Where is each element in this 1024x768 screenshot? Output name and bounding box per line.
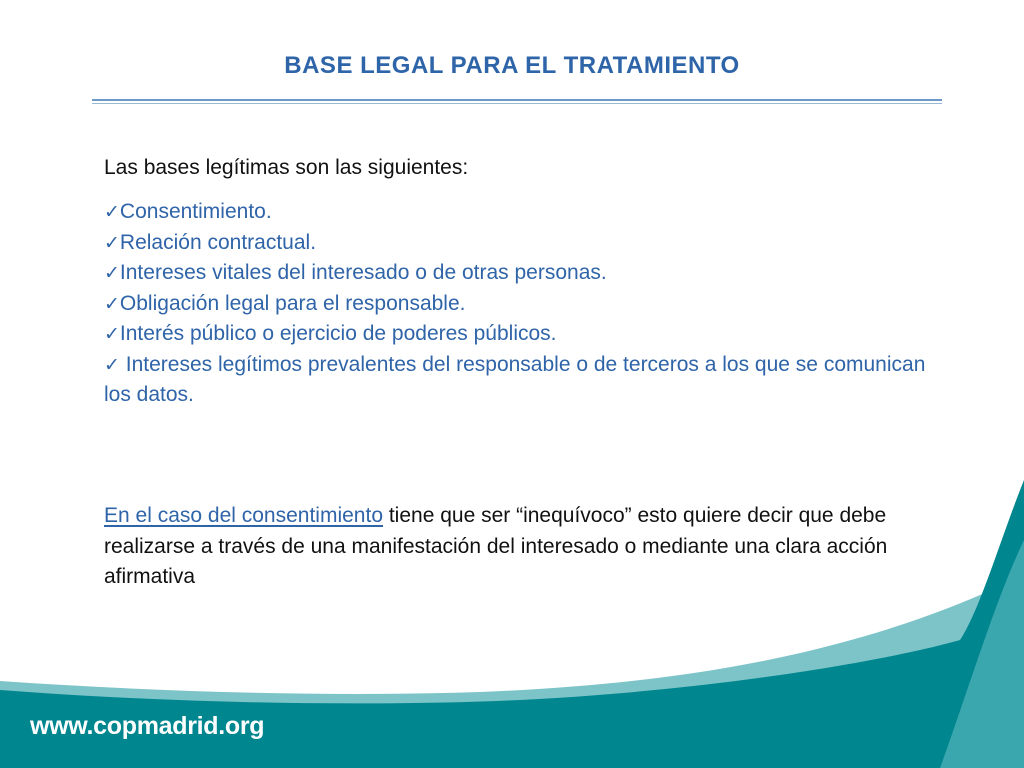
checkmark-icon: ✓ [104, 201, 120, 223]
list-item: ✓Interés público o ejercicio de poderes públicos. [104, 322, 557, 345]
list-item: ✓ Intereses legítimos prevalentes del responsable o de terceros a los que se comunican los datos. [104, 352, 926, 406]
consent-link[interactable]: En el caso del consentimiento [104, 504, 383, 527]
slide-title: BASE LEGAL PARA EL TRATAMIENTO [284, 52, 740, 79]
main-content [104, 153, 954, 411]
checkmark-icon: ✓ [104, 292, 120, 315]
list-item: ✓Obligación legal para el responsable. [104, 291, 466, 315]
consent-note-text: tiene que ser “inequívoco” esto quiere decir que debe realizarse a través de una manifestación del interesado o mediante una clara acción afirmativa [104, 504, 888, 588]
checkmark-icon: ✓ [104, 353, 120, 376]
checkmark-icon: ✓ [104, 323, 120, 345]
checkmark-icon: ✓ [104, 231, 120, 254]
legal-bases-list [104, 197, 954, 411]
intro-text: Las bases legítimas son las siguientes: [104, 156, 469, 179]
footer-url[interactable]: www.copmadrid.org [30, 712, 265, 740]
list-item: ✓Relación contractual. [104, 230, 317, 254]
title-divider [92, 99, 942, 101]
list-item: ✓Intereses vitales del interesado o de otras personas. [104, 261, 607, 284]
checkmark-icon: ✓ [104, 262, 120, 284]
title-divider-thin [92, 103, 942, 104]
list-item: ✓Consentimiento. [104, 200, 272, 223]
consent-note [104, 501, 904, 593]
